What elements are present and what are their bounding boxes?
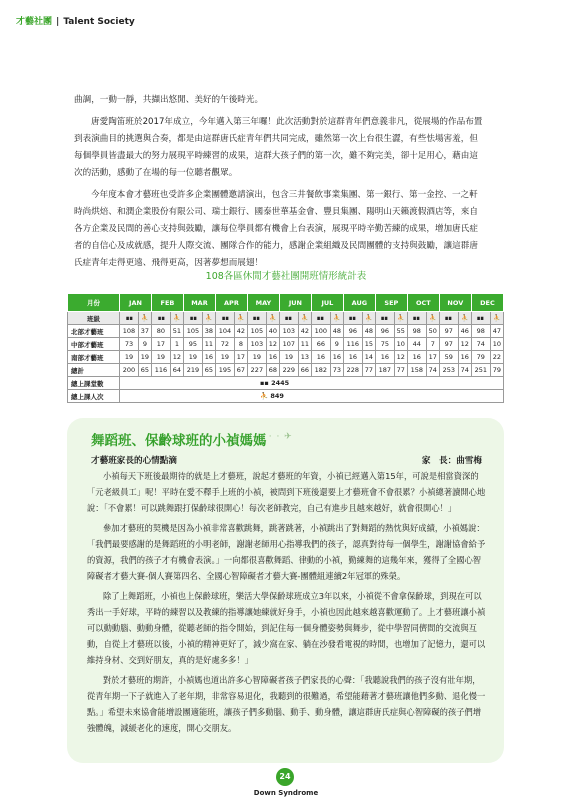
table-cell: 79 [471, 351, 490, 364]
classroom-icon: ▪▪ [120, 312, 139, 325]
table-cell: 40 [266, 325, 279, 338]
table-cell: 44 [407, 338, 426, 351]
story-box [67, 418, 504, 763]
table-cell: 68 [266, 364, 279, 377]
table-cell: 103 [279, 325, 298, 338]
story-title: 舞蹈班、保齡球班的小禎媽媽 [91, 433, 267, 449]
story-paragraph: 參加才藝班的契機是因為小禎非常喜歡跳舞，跳著跳著，小禎跳出了對舞蹈的熱忱與好成績，小禎媽說：「我們最要感謝的是舞蹈班的小明老師，謝謝老師用心指導我們的孩子，認真對待每一個學生，謝謝協會給予的資源，我們的孩子才有機會表演。」一向都很喜歡舞蹈、律動的小禎，勤練舞的這幾年來，獲得了全國心智障礙者才藝大賽-個人賽第四名、全國心智障礙者才藝大賽-團體組連續2年冠軍的殊榮。 [87, 523, 486, 581]
table-cell: 98 [471, 325, 490, 338]
intro-text [74, 92, 484, 277]
row-label: 總計 [68, 364, 120, 377]
story-paragraph: 對於才藝班的期許，小禎媽也道出許多心智障礙者孩子們家長的心聲：「我聽說我們的孩子沒有壯年期，從青年期一下子就進入了老年期，非常容易退化，我聽到的很難過，希望能藉著才藝班讓他們多動、退化慢一點。」希望未來協會能增設團適能班，讓孩子們多動腦、動手、動身體，讓這群唐氏症與心智障礙的孩子們增強體魄，減緩老化的速度，開心交朋友。 [87, 675, 486, 733]
table-row-central [68, 338, 504, 351]
person-icon: ⛹ [394, 312, 407, 325]
intro-paragraph: 曲調，一動一靜，共擷出悠閒、美好的午後時光。 [74, 95, 264, 105]
person-icon: ⛹ [260, 392, 269, 400]
table-cell: 108 [120, 325, 139, 338]
table-row-north [68, 325, 504, 338]
row-label: 南部才藝班 [68, 351, 120, 364]
table-cell: 22 [490, 351, 503, 364]
total-people-value: 849 [270, 392, 284, 400]
table-cell: 1 [170, 338, 183, 351]
table-cell: 73 [120, 338, 139, 351]
table-cell: 97 [439, 325, 458, 338]
classroom-icon: ▪▪ [279, 312, 298, 325]
table-cell: 10 [490, 338, 503, 351]
table-cell: 16 [330, 351, 343, 364]
table-cell: 67 [234, 364, 247, 377]
table-cell: 19 [279, 351, 298, 364]
table-row-south [68, 351, 504, 364]
table-cell: 17 [234, 351, 247, 364]
total-people-label: 總上課人次 [68, 390, 120, 403]
table-cell: 65 [202, 364, 215, 377]
table-cell: 10 [394, 338, 407, 351]
table-cell: 38 [202, 325, 215, 338]
month-header-label: 月份 [68, 294, 120, 312]
table-cell: 8 [234, 338, 247, 351]
table-cell: 116 [343, 338, 362, 351]
table-cell: 12 [458, 338, 471, 351]
intro-paragraph: 唐愛陶笛班於2017年成立，今年邁入第三年囉！此次活動對於這群青年們意義非凡，從展場的作品布置到表演曲目的挑選與合奏，都是由這群唐氏症青年們共同完成，雖然第一次上台很生澀，有些怯場害羞，但每個學員皆盡最大的努力展現平時練習的成果，這群大孩子們的第一次，雖不夠完美，卻十足用心，藉由這次的活動，感動了在場的每一位聽者觀眾。 [74, 117, 483, 178]
table-cell: 16 [202, 351, 215, 364]
table-cell: 19 [120, 351, 139, 364]
table-title: 108各區休閒才藝社團開班情形統計表 [205, 271, 367, 282]
row-label: 北部才藝班 [68, 325, 120, 338]
table-cell: 17 [151, 338, 170, 351]
table-cell: 104 [215, 325, 234, 338]
table-cell: 19 [151, 351, 170, 364]
table-cell: 15 [362, 338, 375, 351]
table-cell: 103 [247, 338, 266, 351]
header-divider: | [56, 17, 60, 27]
total-classes-value: 2445 [271, 379, 290, 387]
table-cell: 16 [407, 351, 426, 364]
person-icon: ⛹ [202, 312, 215, 325]
table-cell: 116 [151, 364, 170, 377]
class-row-label: 班級 [68, 312, 120, 325]
total-classes-cell [120, 377, 504, 390]
month-header: MAR [183, 294, 215, 312]
table-cell: 227 [247, 364, 266, 377]
story-body [87, 468, 487, 740]
person-icon: ⛹ [330, 312, 343, 325]
classroom-icon: ▪▪ [375, 312, 394, 325]
table-cell: 37 [138, 325, 151, 338]
story-author: 家 長：曲雪梅 [421, 456, 482, 466]
person-icon: ⛹ [234, 312, 247, 325]
table-cell: 66 [298, 364, 311, 377]
month-header: AUG [343, 294, 375, 312]
table-cell: 98 [407, 325, 426, 338]
page-number: 24 [276, 768, 294, 786]
table-cell: 228 [343, 364, 362, 377]
person-icon: ⛹ [138, 312, 151, 325]
person-icon: ⛹ [426, 312, 439, 325]
classroom-icon: ▪▪ [343, 312, 362, 325]
person-icon: ⛹ [298, 312, 311, 325]
table-cell: 74 [471, 338, 490, 351]
table-cell: 107 [279, 338, 298, 351]
table-cell: 73 [330, 364, 343, 377]
table-cell: 96 [343, 325, 362, 338]
classroom-icon: ▪▪ [471, 312, 490, 325]
table-cell: 100 [311, 325, 330, 338]
month-header: JAN [120, 294, 152, 312]
month-header: OCT [407, 294, 439, 312]
table-cell: 158 [407, 364, 426, 377]
table-cell: 75 [375, 338, 394, 351]
table-cell: 16 [458, 351, 471, 364]
person-icon: ⛹ [490, 312, 503, 325]
story-paragraph: 除了上舞蹈班，小禎也上保齡球班，樂活大學保齡球班成立3年以來，小禎從不會拿保齡球，到現在可以秀出一手好球，平時的練習以及教練的指導讓她練就好身手，小禎也因此越來越喜歡運動了。上才藝班讓小禎可以動動腦、動動身體，從聽老師的指令開始，到記住每一個身體姿勢與舞步，從中學習同儕間的交流與互動，自從上才藝班以後，小禎的精神更好了，減少窩在家、躺在沙發看電視的時間，也增加了記憶力，還可以維持身材、交到好朋友，真的是好處多多！」 [87, 591, 486, 665]
classroom-icon: ▪▪ [407, 312, 426, 325]
table-cell: 13 [298, 351, 311, 364]
month-header: MAY [247, 294, 279, 312]
table-cell: 79 [490, 364, 503, 377]
table-cell: 59 [439, 351, 458, 364]
person-icon: ⛹ [170, 312, 183, 325]
person-icon: ⛹ [458, 312, 471, 325]
table-cell: 42 [234, 325, 247, 338]
month-header: JUN [279, 294, 311, 312]
classroom-icon: ▪▪ [311, 312, 330, 325]
table-cell: 74 [458, 364, 471, 377]
table-cell: 229 [279, 364, 298, 377]
table-cell: 42 [298, 325, 311, 338]
table-cell: 51 [170, 325, 183, 338]
table-cell: 19 [215, 351, 234, 364]
table-cell: 9 [138, 338, 151, 351]
table-cell: 64 [170, 364, 183, 377]
table-cell: 187 [375, 364, 394, 377]
table-cell: 105 [183, 325, 202, 338]
table-cell: 72 [215, 338, 234, 351]
classroom-icon: ▪▪ [215, 312, 234, 325]
table-cell: 97 [439, 338, 458, 351]
total-people-cell [120, 390, 504, 403]
table-cell: 19 [183, 351, 202, 364]
table-cell: 11 [202, 338, 215, 351]
table-cell: 77 [394, 364, 407, 377]
header-section-zh: 才藝社團 [16, 17, 53, 27]
total-classes-label: 總上課堂數 [68, 377, 120, 390]
table-cell: 182 [311, 364, 330, 377]
month-header-row [68, 294, 504, 312]
table-cell: 77 [362, 364, 375, 377]
footer-text: Down Syndrome [253, 789, 319, 797]
table-cell: 48 [362, 325, 375, 338]
table-cell: 12 [266, 338, 279, 351]
intro-paragraph: 今年度本會才藝班也受許多企業團體邀請演出，包含三井餐飲事業集團、第一銀行、第一金控、一之軒時尚烘焙、和潤企業股份有限公司、瑞士銀行、國泰世華基金會、豐貝集團、陽明山天籟渡假酒店等，來自各方企業及民間的善心支持與鼓勵，讓每位學員都有機會上台表演，展現平時辛勤苦練的成果，增加唐氏症者的自信心及成就感，提升人際交流、團隊合作的能力，感謝企業組織及民間團體的支持與鼓勵，讓這群唐氏症青年走得更遠、飛得更高，因著夢想而展翅！ [74, 190, 478, 268]
table-cell: 55 [394, 325, 407, 338]
header-section-en: Talent Society [63, 17, 135, 27]
month-header: SEP [375, 294, 407, 312]
table-cell: 12 [394, 351, 407, 364]
total-people-row [68, 390, 504, 403]
month-header: FEB [151, 294, 183, 312]
month-header: JUL [311, 294, 343, 312]
table-cell: 19 [247, 351, 266, 364]
table-cell: 16 [266, 351, 279, 364]
table-cell: 219 [183, 364, 202, 377]
story-paragraph: 小禎每天下班後最期待的就是上才藝班，說起才藝班的年資，小禎已經邁入第15年，可說是相當資深的「元老級員工」呢！平時在愛不釋手上班的小禎，被問到下班後還要上才藝班會不會很累？小禎總著讀開心地說：「不會累！可以跳舞跟打保齡球很開心！每次老師教完，自己有進步且越來越好，就會很開心！」 [87, 471, 486, 513]
classroom-icon: ▪▪ [151, 312, 170, 325]
month-header: APR [215, 294, 247, 312]
total-classes-row [68, 377, 504, 390]
table-cell: 16 [375, 351, 394, 364]
table-cell: 66 [311, 338, 330, 351]
table-cell: 48 [330, 325, 343, 338]
table-cell: 95 [183, 338, 202, 351]
table-cell: 253 [439, 364, 458, 377]
table-cell: 17 [426, 351, 439, 364]
person-icon: ⛹ [266, 312, 279, 325]
class-icon-row [68, 312, 504, 325]
table-cell: 7 [426, 338, 439, 351]
table-cell: 65 [138, 364, 151, 377]
month-header: NOV [439, 294, 471, 312]
table-cell: 80 [151, 325, 170, 338]
row-label: 中部才藝班 [68, 338, 120, 351]
table-cell: 96 [375, 325, 394, 338]
classroom-icon: ▪▪ [183, 312, 202, 325]
month-header: DEC [471, 294, 503, 312]
classroom-icon: ▪▪ [247, 312, 266, 325]
table-cell: 16 [343, 351, 362, 364]
table-cell: 50 [426, 325, 439, 338]
table-cell: 47 [490, 325, 503, 338]
table-cell: 14 [362, 351, 375, 364]
table-cell: 9 [330, 338, 343, 351]
stats-table [67, 293, 504, 403]
table-cell: 195 [215, 364, 234, 377]
table-cell: 11 [298, 338, 311, 351]
classroom-icon: ▪▪ [260, 379, 272, 387]
table-cell: 16 [311, 351, 330, 364]
table-cell: 251 [471, 364, 490, 377]
classroom-icon: ▪▪ [439, 312, 458, 325]
table-cell: 200 [120, 364, 139, 377]
page-header [16, 14, 135, 27]
paper-plane-icon: · · · ✈ [261, 432, 293, 442]
table-cell: 12 [170, 351, 183, 364]
person-icon: ⛹ [362, 312, 375, 325]
table-cell: 74 [426, 364, 439, 377]
table-cell: 46 [458, 325, 471, 338]
story-subtitle: 才藝班家長的心情點滴 [91, 456, 177, 466]
table-row-total [68, 364, 504, 377]
table-cell: 19 [138, 351, 151, 364]
table-cell: 105 [247, 325, 266, 338]
